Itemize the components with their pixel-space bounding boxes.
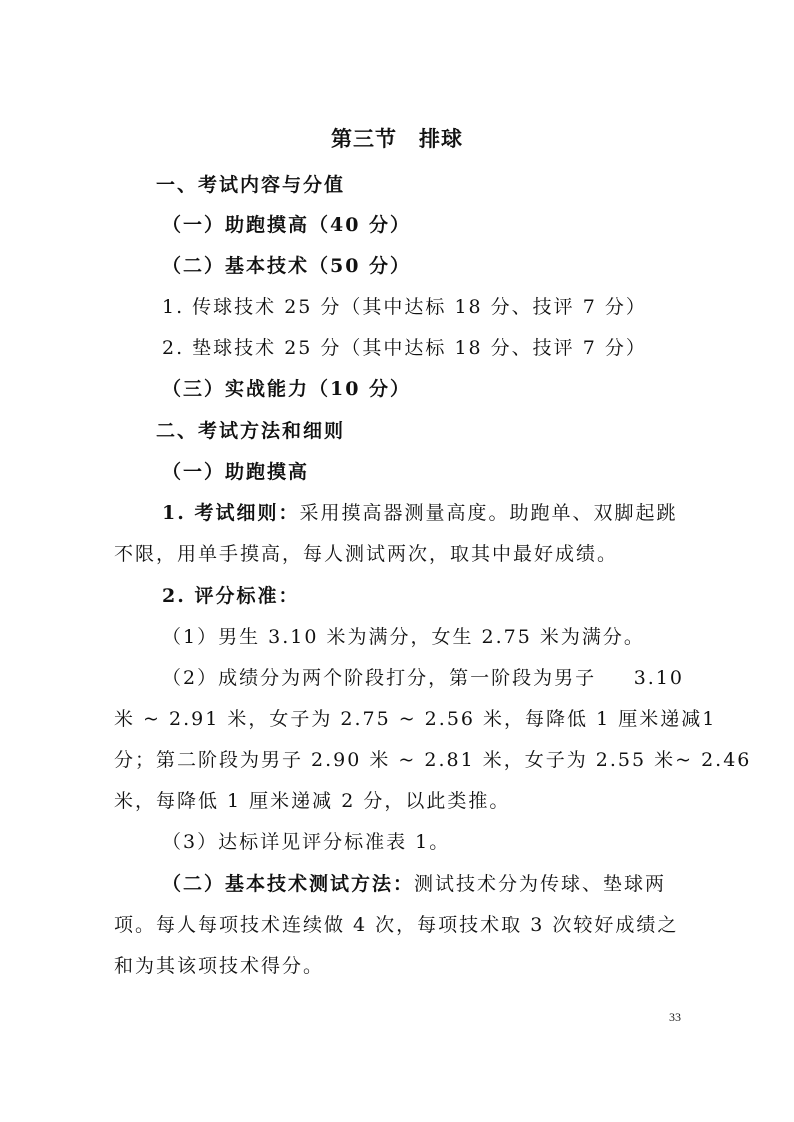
scoring-item-2-line3-end: ~ 2.46 [675, 749, 752, 771]
item-passing-score: 1. 传球技术 25 分（其中达标 18 分、技评 7 分） [162, 296, 647, 318]
paragraph-basic-skill-method-line3: 和为其该项技术得分。 [114, 955, 325, 977]
exam-rules-label: 1. 考试细则： [162, 502, 300, 524]
paragraph-basic-skill-method-line2: 项。每人每项技术连续做 4 次，每项技术取 3 次较好成绩之 [114, 914, 679, 936]
scoring-item-2-line3-text: 分；第二阶段为男子 2.90 米 ~ 2.81 米，女子为 2.55 米 [114, 749, 676, 771]
section-title [0, 126, 794, 152]
exam-rules-text: 采用摸高器测量高度。助跑单、双脚起跳 [299, 502, 678, 524]
heading-exam-content: 一、考试内容与分值 [156, 174, 346, 196]
scoring-item-2-line3 [114, 747, 752, 773]
scoring-item-2-line1-text: （2）成绩分为两个阶段打分，第一阶段为男子 [162, 667, 597, 689]
subheading-run-touch-score: （一）助跑摸高（40 分） [162, 214, 412, 236]
basic-skill-method-label: （二）基本技术测试方法： [162, 873, 415, 895]
scoring-item-2-line1 [162, 665, 684, 691]
heading-exam-method: 二、考试方法和细则 [156, 420, 346, 442]
scoring-item-1: （1）男生 3.10 米为满分，女生 2.75 米为满分。 [162, 626, 645, 648]
subheading-run-touch: （一）助跑摸高 [162, 461, 310, 483]
section-title-name: 排球 [419, 126, 463, 151]
scoring-item-2-line4: 米，每降低 1 厘米递减 2 分，以此类推。 [114, 790, 511, 812]
page-number: 33 [669, 1010, 681, 1024]
subheading-combat-score: （三）实战能力（10 分） [162, 378, 412, 400]
scoring-item-2-line1-end: 3.10 [633, 667, 684, 689]
paragraph-basic-skill-method-line1 [162, 871, 666, 897]
basic-skill-method-text: 测试技术分为传球、垫球两 [414, 873, 667, 895]
subheading-basic-skills-score: （二）基本技术（50 分） [162, 255, 412, 277]
scoring-item-2-line2-text: 米 ~ 2.91 米，女子为 2.75 ~ 2.56 米，每降低 1 厘米递减 [114, 708, 703, 730]
paragraph-exam-rules-line2: 不限，用单手摸高，每人测试两次，取其中最好成绩。 [114, 543, 619, 565]
scoring-item-2-line2-end: 1 [702, 708, 717, 730]
paragraph-exam-rules-line1 [162, 500, 677, 526]
section-title-number: 第三节 [331, 126, 397, 151]
subheading-scoring-standard: 2. 评分标准： [162, 585, 300, 607]
scoring-item-2-line2 [114, 706, 717, 732]
item-digging-score: 2. 垫球技术 25 分（其中达标 18 分、技评 7 分） [162, 337, 647, 359]
scoring-item-3: （3）达标详见评分标准表 1。 [162, 831, 451, 853]
